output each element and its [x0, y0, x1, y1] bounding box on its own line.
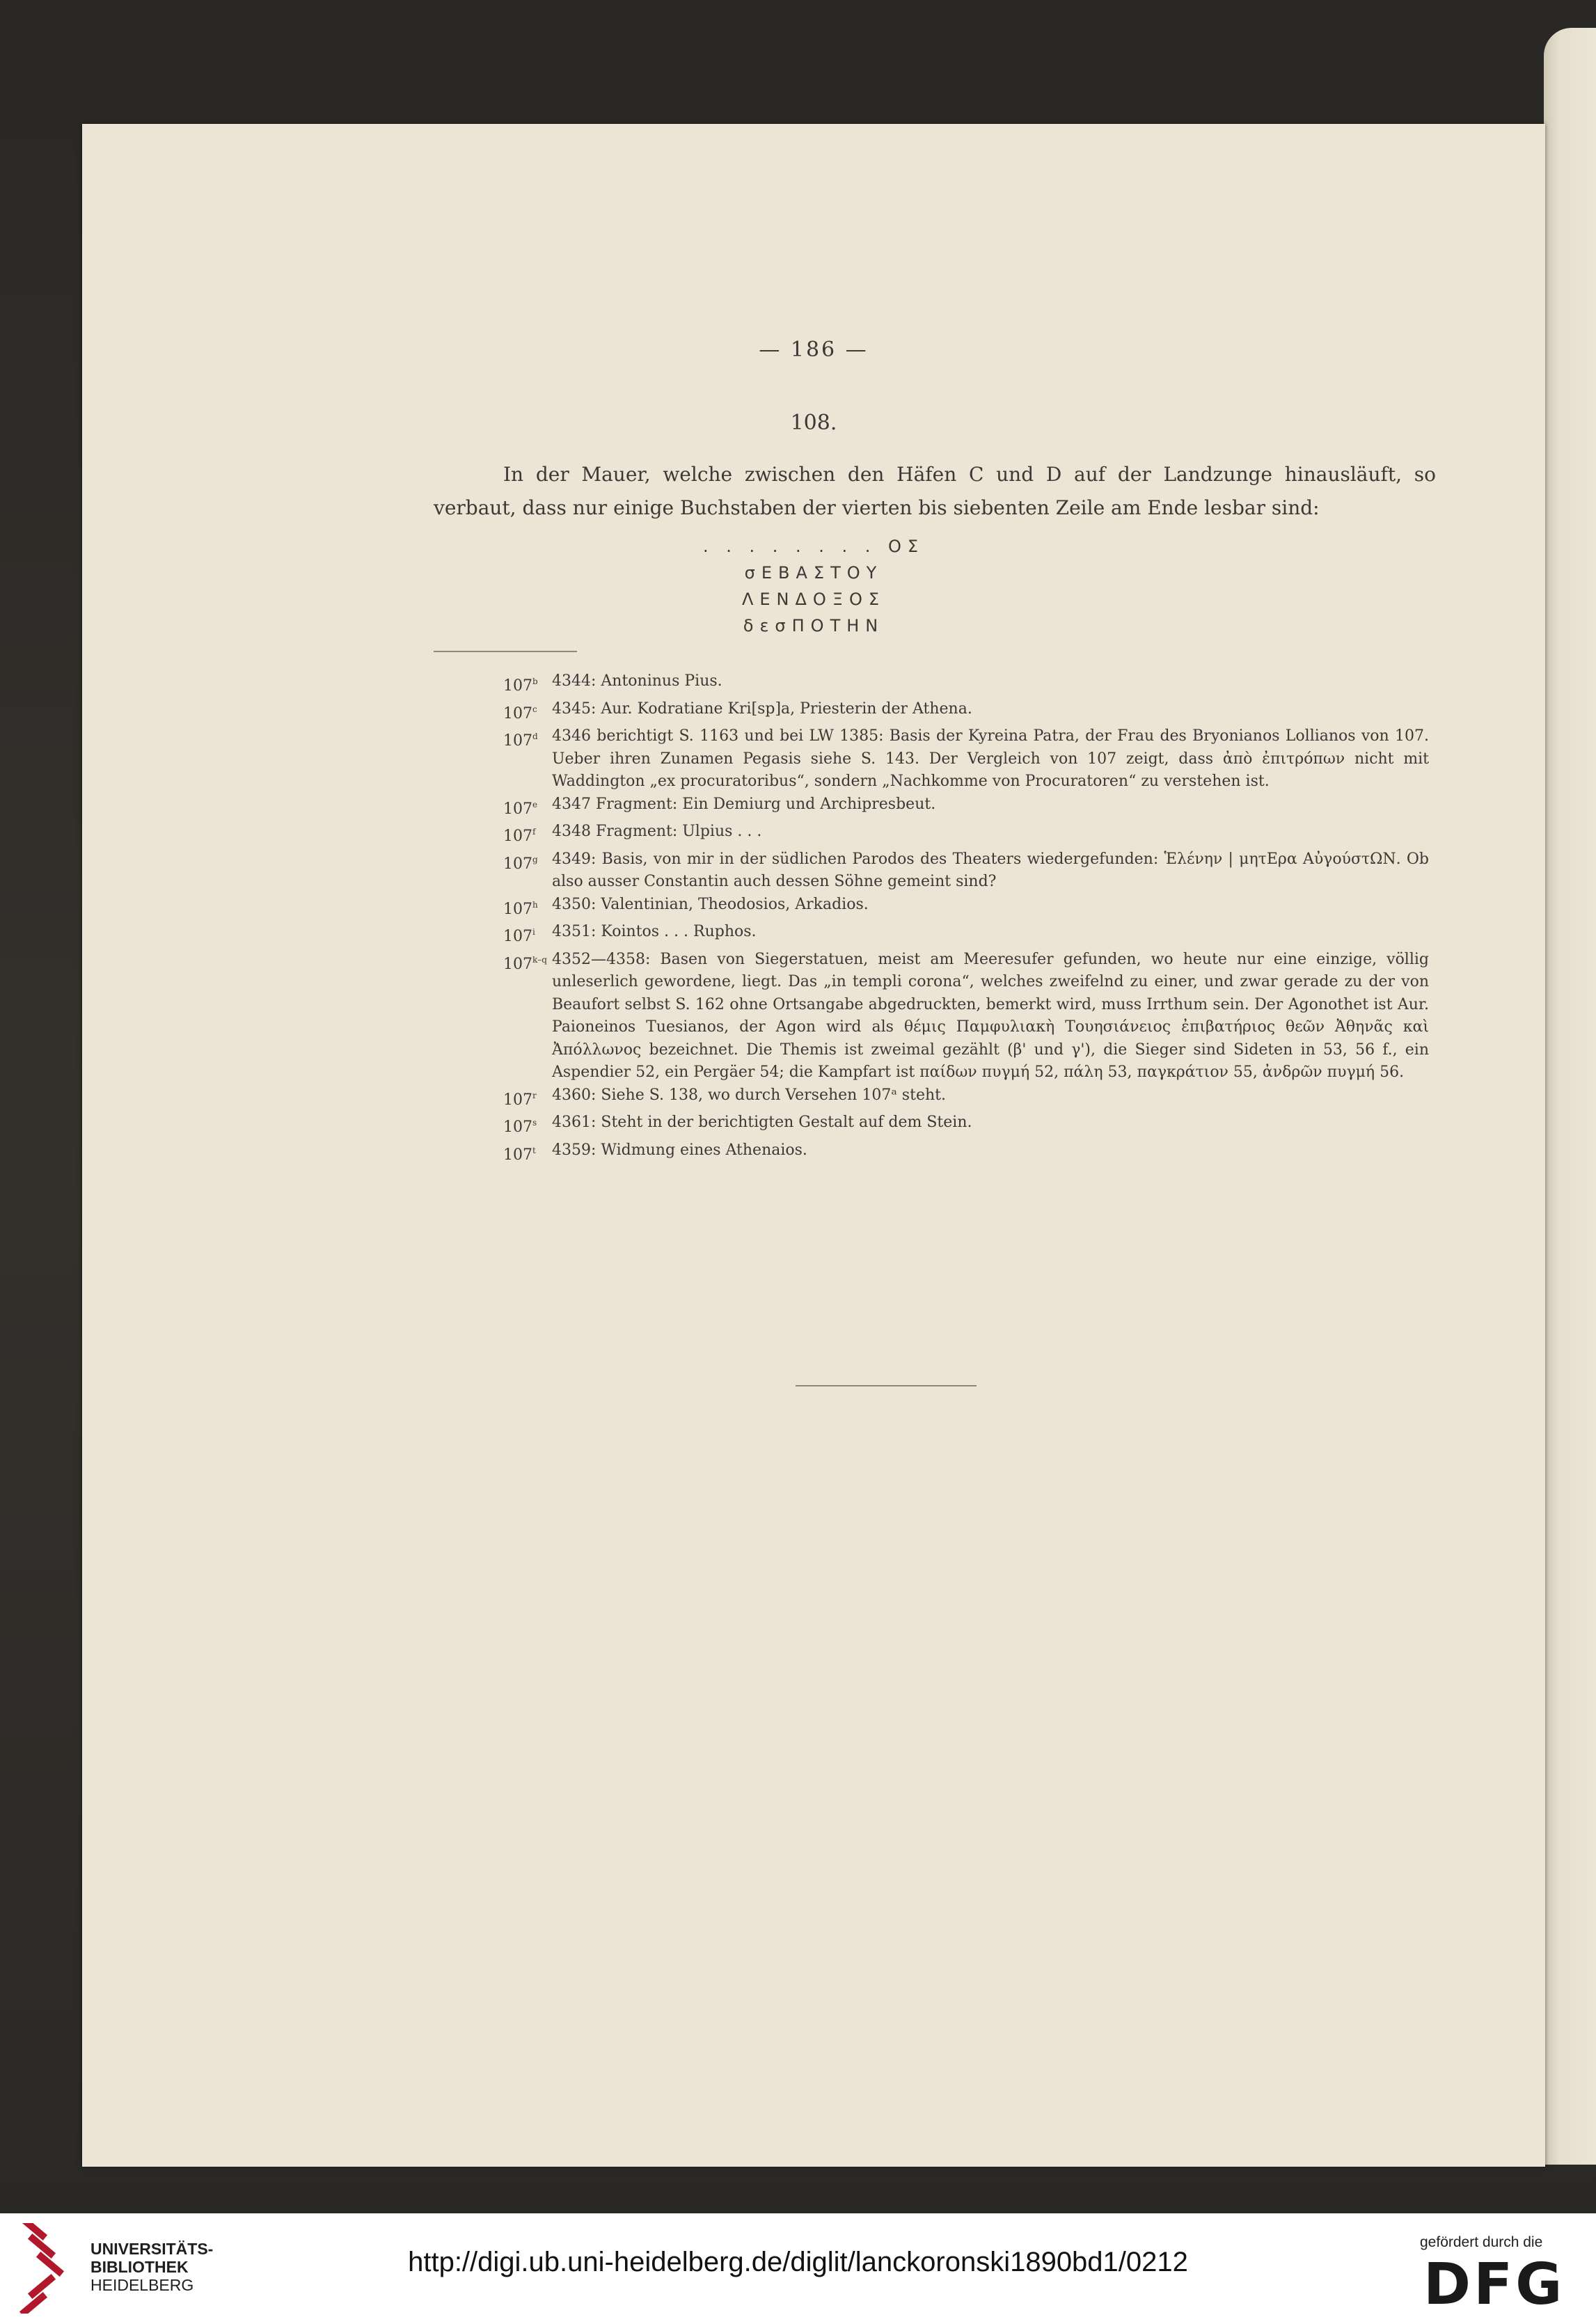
- section-number: 108.: [790, 411, 837, 435]
- note-label: 107$^r$: [503, 1090, 537, 1109]
- note-item: [503, 793, 1429, 821]
- note-label: 107$^c$: [503, 704, 537, 722]
- note-label: 107e: [503, 799, 538, 818]
- note-text: 4359: Widmung eines Athenaios.: [552, 1141, 807, 1159]
- note-text: 4351: Kointos . . . Ruphos.: [552, 923, 757, 940]
- note-item: [503, 949, 1429, 1084]
- note-text: 4350: Valentinian, Theodosios, Arkadios.: [552, 895, 869, 913]
- inscription-line: . . . . . . . . ΟΣ: [702, 537, 925, 556]
- note-item: [503, 1112, 1429, 1139]
- permalink-url[interactable]: http://digi.ub.uni-heidelberg.de/diglit/lanckoronski1890bd1/0212: [408, 2247, 1188, 2277]
- inscription: [82, 533, 1545, 639]
- intro-paragraph: In der Mauer, welche zwischen den Häfen C und D auf der Landzunge hinausläuft, so verbaut, dass nur einige Buchstaben der vierten bis siebenten Zeile am Ende lesbar sind:: [434, 463, 1436, 519]
- library-name-line: HEIDELBERG: [90, 2276, 194, 2294]
- note-label: 107$^{k-q}$: [503, 954, 547, 973]
- note-label: 107$^g$: [503, 854, 538, 873]
- note-item: [503, 921, 1429, 949]
- note-label: 107$^i$: [503, 927, 535, 945]
- note-item: [503, 894, 1429, 922]
- note-item: [503, 848, 1429, 894]
- note-label: 107$^h$: [503, 899, 538, 918]
- note-item: [503, 670, 1429, 698]
- note-text: 4348 Fragment: Ulpius . . .: [552, 823, 762, 840]
- note-text: 4352—4358: Basen von Siegerstatuen, meist am Meeresufer gefunden, wo heute nur eine einzige, völlig unleserlich gewordene, liegt. Das „in templi corona“, welches zweifelnd zu einer, und zwar gerade zu der von Beaufort selbst S. 162 ohne Ortsangabe abgedruckten, bemerkt wird, muss Irrthum sein. Der Agonothet ist Aur. Paioneinos Tuesianos, der Agon wird als θέμις Παμφυλιακὴ Τουησιάνειος ἐπιβατήριος θεῶν Ἀθηνᾶς καὶ Ἀπόλλωνος bezeichnet. Die Themis ist zweimal gezählt (β' und γ'), die Sieger sind Sideten in 53, 56 f., ein Aspendier 52, ein Pergäer 54; die Kampfart ist παίδων πυγμή 52, πάλη 53, παγκράτιον 55, ἀνδρῶν πυγμή 56.: [552, 950, 1429, 1081]
- note-label: 107$^d$: [503, 732, 538, 750]
- inscription-line: δεσΠΟΤΗΝ: [743, 616, 885, 635]
- note-item: [503, 698, 1429, 726]
- note-label: 107$^f$: [503, 827, 536, 845]
- note-text: 4349: Basis, von mir in der südlichen Parodos des Theaters wiedergefunden: Ἑλένην | μητΕρα ΑὐγούστΩΝ. Ob also ausser Constantin auch dessen Söhne gemeint sind?: [552, 850, 1429, 890]
- viewer-footer: [0, 2213, 1596, 2324]
- next-page-edge: [1544, 28, 1596, 2165]
- note-text: 4361: Steht in der berichtigten Gestalt auf dem Stein.: [552, 1114, 972, 1131]
- book-page: [82, 124, 1545, 2167]
- note-text: 4347 Fragment: Ein Demiurg und Archipresbeut.: [552, 795, 936, 813]
- note-text: 4360: Siehe S. 138, wo durch Versehen 107ᵃ steht.: [552, 1086, 946, 1104]
- page-number: — 186 —: [759, 338, 869, 362]
- note-text: 4345: Aur. Kodratiane Kri[sp]a, Priesterin der Athena.: [552, 699, 972, 718]
- library-name-line: BIBLIOTHEK: [90, 2258, 189, 2276]
- note-text: 4344: Antoninus Pius.: [552, 672, 722, 690]
- footnote-separator: [434, 651, 577, 652]
- inscription-line: σΕΒΑΣΤΟΥ: [744, 563, 883, 583]
- end-rule: [796, 1385, 977, 1386]
- note-item: [503, 821, 1429, 848]
- dfg-logo: DFG: [1423, 2252, 1565, 2318]
- notes-list: [503, 670, 1429, 1167]
- library-name-line: UNIVERSITÄTS-: [90, 2240, 214, 2258]
- note-item: [503, 1084, 1429, 1112]
- note-label: 107$^b$: [503, 677, 538, 695]
- note-item: [503, 1139, 1429, 1167]
- note-item: [503, 725, 1429, 793]
- note-label: 107$^t$: [503, 1145, 536, 1164]
- note-label: 107$^s$: [503, 1118, 537, 1136]
- note-text: 4346 berichtigt S. 1163 und bei LW 1385: Basis der Kyreina Patra, der Frau des Bryonianos Lollianos von 107. Ueber ihren Zunamen Pegasis siehe S. 143. Der Vergleich von 107 zeigt, dass ἀπὸ ἐπιτρόπων nicht mit Waddington „ex procuratoribus“, sondern „Nachkomme von Procuratoren“ zu verstehen ist.: [552, 727, 1429, 790]
- funding-text: gefördert durch die: [1420, 2234, 1543, 2250]
- inscription-line: ΛΕΝΔΟΞΟΣ: [741, 590, 886, 609]
